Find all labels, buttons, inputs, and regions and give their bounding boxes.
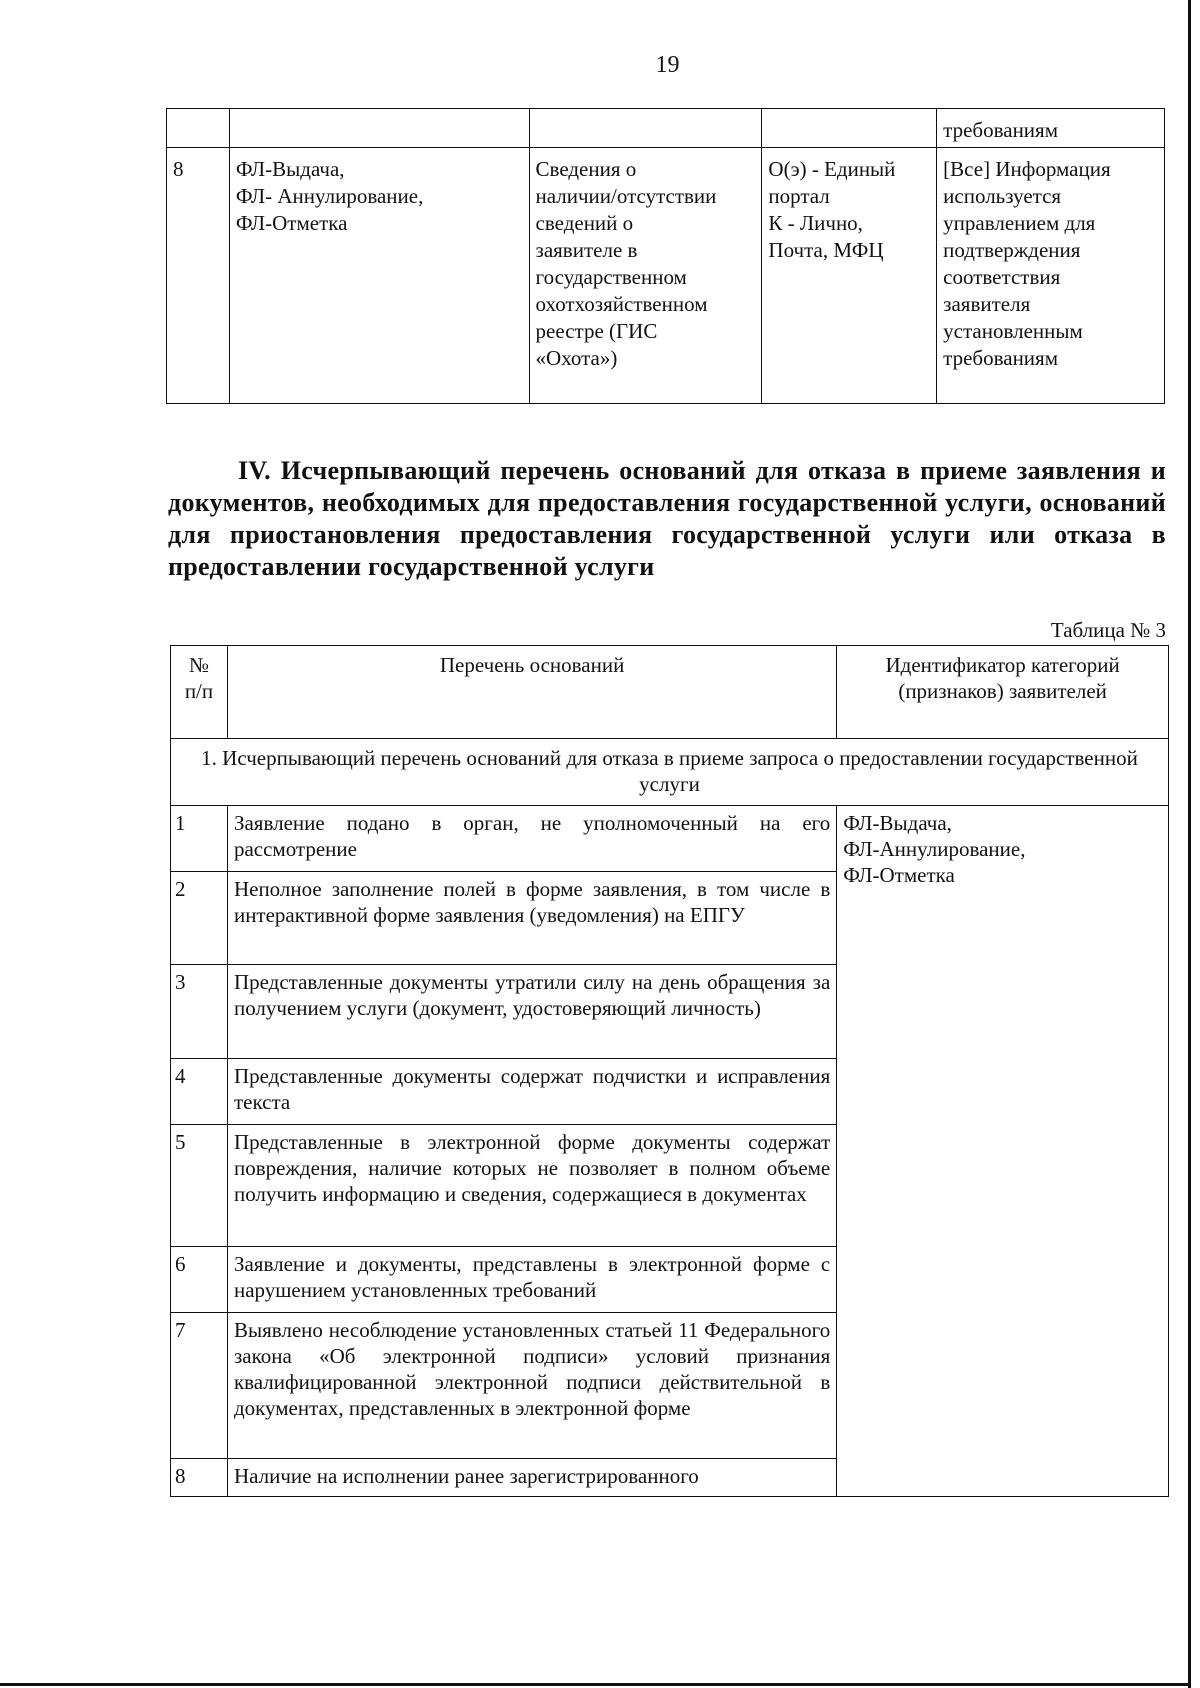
row-reason: Представленные документы утратили силу на день обращения за получением услуги (документ, удостоверяющий личность): [227, 965, 836, 1059]
cell-purpose: требованиям: [937, 109, 1165, 148]
cell-purpose: [Все] Информация используется управлением для подтверждения соответствия заявителя установленным требованиям: [937, 148, 1165, 404]
table-row: [167, 109, 1165, 148]
row-num: 8: [171, 1459, 228, 1497]
header-category: Идентификатор категорий (признаков) заявителей: [837, 646, 1169, 739]
cell-info: Сведения о наличии/отсутствии сведений о заявителе в государственном охотхозяйственном реестре (ГИС «Охота»): [529, 148, 762, 404]
header-num: № п/п: [171, 646, 228, 739]
cell-channel: [762, 109, 937, 148]
grounds-table: [170, 645, 1169, 1497]
cell-info: [529, 109, 762, 148]
page-edge-bottom: [0, 1683, 1191, 1686]
cell-num: [167, 109, 230, 148]
row-num: 7: [171, 1313, 228, 1459]
continuation-table: [166, 108, 1165, 404]
row-reason: Представленные в электронной форме документы содержат повреждения, наличие которых не позволяет в полном объеме получить информацию и сведения, содержащиеся в документах: [227, 1125, 836, 1247]
row-num: 6: [171, 1247, 228, 1313]
row-num: 5: [171, 1125, 228, 1247]
cell-num: 8: [167, 148, 230, 404]
row-num: 2: [171, 872, 228, 965]
table-header-row: [171, 646, 1169, 739]
row-reason: Заявление подано в орган, не уполномоченный на его рассмотрение: [227, 806, 836, 872]
row-reason: Выявлено несоблюдение установленных статьей 11 Федерального закона «Об электронной подписи» условий признания квалифицированной электронной подписи действительной в документах, представленных в электронной форме: [227, 1313, 836, 1459]
row-reason: Наличие на исполнении ранее зарегистрированного: [227, 1459, 836, 1497]
row-reason: Представленные документы содержат подчистки и исправления текста: [227, 1059, 836, 1125]
row-num: 1: [171, 806, 228, 872]
page-number: 19: [655, 52, 680, 78]
header-reason: Перечень оснований: [227, 646, 836, 739]
subsection-row: [171, 739, 1169, 806]
page-edge-right: [1188, 0, 1191, 1688]
category-value: ФЛ-Выдача, ФЛ-Аннулирование, ФЛ-Отметка: [837, 806, 1169, 1497]
row-num: 4: [171, 1059, 228, 1125]
table-row: [167, 148, 1165, 404]
cell-channel: О(э) - Единый портал К - Лично, Почта, МФЦ: [762, 148, 937, 404]
cell-categories: [229, 109, 529, 148]
row-reason: Неполное заполнение полей в форме заявления, в том числе в интерактивной форме заявления (уведомления) на ЕПГУ: [227, 872, 836, 965]
subsection-title: 1. Исчерпывающий перечень оснований для отказа в приеме запроса о предоставлении государственной услуги: [171, 739, 1169, 806]
cell-categories: ФЛ-Выдача, ФЛ- Аннулирование, ФЛ-Отметка: [229, 148, 529, 404]
table-caption: Таблица № 3: [1050, 618, 1166, 642]
row-reason: Заявление и документы, представлены в электронной форме с нарушением установленных требований: [227, 1247, 836, 1313]
row-num: 3: [171, 965, 228, 1059]
section-heading: IV. Исчерпывающий перечень оснований для отказа в приеме заявления и документов, необходимых для предоставления государственной услуги, оснований для приостановления предоставления государственной услуги или отказа в предоставлении государственной услуги: [168, 456, 1166, 581]
table-row: [171, 806, 1169, 872]
